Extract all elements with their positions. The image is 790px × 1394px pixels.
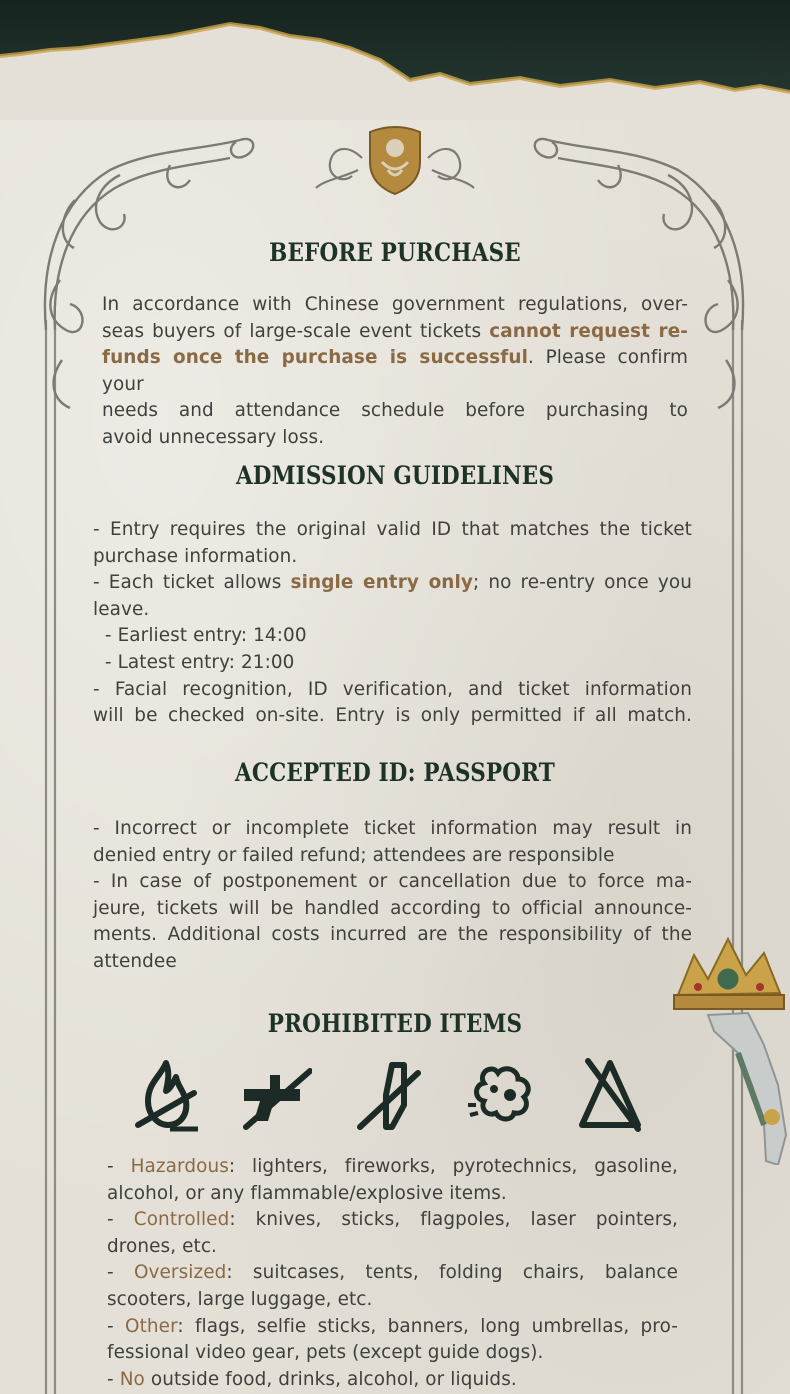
admission-line-7: - Facial recognition, ID verification, and ticket information (93, 678, 692, 700)
no-gun-icon (240, 1055, 312, 1133)
no-label: No (119, 1368, 145, 1390)
prohibited-icons (130, 1055, 660, 1135)
prohibited-line-9: - No outside food, drinks, alcohol, or liquids. (107, 1368, 517, 1390)
admission-line-4: leave. (93, 598, 150, 620)
accepted-id-line-1: - Incorrect or incomplete ticket information may result in (93, 818, 692, 839)
prohibited-line-8: fessional video gear, pets (except guide dogs). (107, 1342, 544, 1364)
single-entry-highlight: single entry only (290, 572, 473, 594)
controlled-label: Controlled (133, 1209, 230, 1231)
other-label: Other (125, 1315, 178, 1337)
accepted-id-heading: ACCEPTED ID: PASSPORT (235, 758, 555, 787)
prohibited-heading: PROHIBITED ITEMS (267, 1009, 523, 1038)
before-purchase-text (102, 292, 688, 452)
oversized-label: Oversized (133, 1262, 227, 1284)
admission-line-8: will be checked on-site. Entry is only permitted if all match. (93, 705, 692, 727)
no-knife-icon (352, 1055, 424, 1133)
crown-scepter-decoration (668, 935, 790, 1165)
accepted-id-text (93, 816, 692, 976)
accepted-id-line-4: jeure, tickets will be handled according to official announce- (93, 897, 692, 919)
prohibited-line-7: - Other: flags, selfie sticks, banners, long umbrellas, pro- (107, 1315, 678, 1337)
hazardous-label: Hazardous (130, 1156, 229, 1177)
refund-warning-highlight-2: funds once the purchase is successful (102, 347, 528, 369)
admission-line-1: - Entry requires the original valid ID that matches the ticket (93, 519, 692, 540)
admission-line-2: purchase information. (93, 545, 298, 567)
prohibited-line-1: - Hazardous: lighters, fireworks, pyrotechnics, gasoline, (107, 1156, 678, 1177)
before-purchase-line-2: seas buyers of large-scale event tickets cannot request re- (102, 320, 689, 342)
refund-warning-highlight: cannot request re- (489, 320, 689, 342)
before-purchase-heading: BEFORE PURCHASE (269, 238, 521, 267)
admission-line-3: - Each ticket allows single entry only; no re-entry once you (93, 572, 692, 594)
prohibited-text (107, 1154, 678, 1393)
prohibited-line-4: drones, etc. (107, 1235, 218, 1257)
prohibited-line-2: alcohol, or any flammable/explosive items. (107, 1182, 507, 1204)
before-purchase-line-5: avoid unnecessary loss. (102, 426, 325, 448)
accepted-id-line-6: attendee (93, 950, 177, 972)
prohibited-line-3: - Controlled: knives, sticks, flagpoles, laser pointers, (107, 1209, 678, 1231)
prohibited-line-6: scooters, large luggage, etc. (107, 1288, 373, 1310)
no-tent-icon (574, 1055, 646, 1133)
admission-heading: ADMISSION GUIDELINES (235, 461, 555, 490)
earliest-entry: - Earliest entry: 14:00 (93, 625, 307, 647)
accepted-id-line-5: ments. Additional costs incurred are the responsibility of the (93, 924, 692, 946)
torn-top-banner (0, 0, 790, 120)
accepted-id-line-2: denied entry or failed refund; attendees are responsible (93, 844, 615, 866)
before-purchase-line-4: needs and attendance schedule before purchasing to (102, 400, 688, 422)
accepted-id-line-3: - In case of postponement or cancellation due to force ma- (93, 871, 692, 893)
admission-text (93, 517, 692, 730)
prohibited-line-5: - Oversized: suitcases, tents, folding chairs, balance (107, 1262, 679, 1284)
before-purchase-line-1: In accordance with Chinese government regulations, over- (102, 294, 688, 315)
festival-emblem-icon (312, 118, 478, 198)
before-purchase-line-3: funds once the purchase is successful. Please confirm your (102, 347, 688, 395)
no-smoke-icon (464, 1055, 536, 1133)
no-fire-icon (130, 1055, 202, 1133)
latest-entry: - Latest entry: 21:00 (93, 651, 295, 673)
